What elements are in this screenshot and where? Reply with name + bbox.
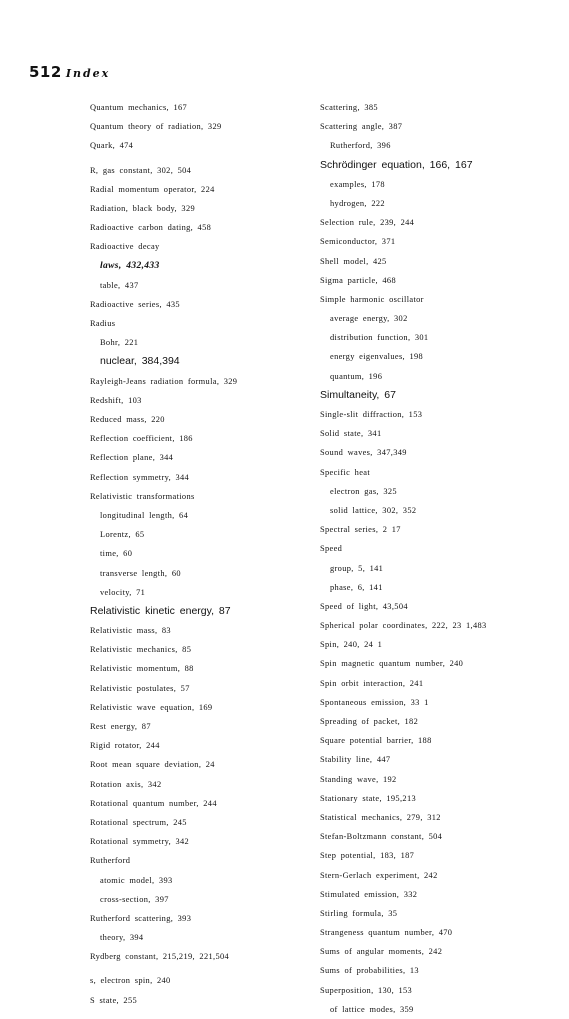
index-entry: Relativistic momentum, 88 [90, 664, 194, 674]
index-entry: Sigma particle, 468 [320, 275, 397, 285]
index-entry: Single-slit diffraction, 153 [320, 410, 423, 419]
index-subentry: longitudinal length, 64 [100, 510, 189, 520]
index-entry: Redshift, 103 [90, 395, 142, 405]
index-subentry: phase, 6, 141 [330, 582, 383, 592]
index-entry: Scattering angle, 387 [320, 122, 403, 132]
index-entry: Spin orbit interaction, 241 [320, 678, 424, 688]
index-subentry: average energy, 302 [330, 314, 408, 324]
index-entry: Spin magnetic quantum number, 240 [320, 659, 464, 669]
index-entry: Sums of angular moments, 242 [320, 947, 443, 957]
index-entry: Relativistic mechanics, 85 [90, 645, 192, 655]
index-entry: Rigid rotator, 244 [90, 741, 160, 751]
index-entry: Relativistic kinetic energy, 87 [90, 604, 231, 617]
index-entry: Stefan-Boltzmann constant, 504 [320, 832, 443, 842]
index-entry: Statistical mechanics, 279, 312 [320, 812, 441, 822]
index-entry: Reflection coefficient, 186 [90, 434, 193, 444]
index-entry: Quantum theory of radiation, 329 [90, 122, 222, 132]
index-entry: R, gas constant, 302, 504 [90, 165, 192, 175]
page-header [29, 63, 110, 81]
page-title: Index [65, 67, 111, 80]
index-entry: Rutherford [90, 856, 131, 866]
index-subentry: nuclear, 384,394 [100, 355, 180, 368]
index-entry: Selection rule, 239, 244 [320, 218, 415, 228]
index-subentry: table, 437 [100, 280, 139, 290]
index-subentry: quantum, 196 [330, 371, 383, 381]
index-entry: Speed of light, 43,504 [320, 601, 408, 611]
index-entry: Rotational symmetry, 342 [90, 837, 190, 847]
index-entry: Radius [90, 319, 116, 329]
index-entry: S state, 255 [90, 995, 138, 1005]
index-entry: Reduced mass, 220 [90, 415, 165, 424]
index-column-right [320, 98, 560, 1019]
index-subentry: electron gas, 325 [330, 486, 397, 496]
index-subentry: time, 60 [100, 549, 133, 559]
index-entry: Relativistic transformations [90, 491, 195, 501]
index-entry: Sums of probabilities, 13 [320, 966, 419, 976]
page-number: 512 [29, 63, 62, 81]
index-entry: Reflection plane, 344 [90, 453, 174, 463]
index-subentry: Lorentz, 65 [100, 530, 145, 540]
index-entry: Radiation, black body, 329 [90, 203, 196, 213]
index-entry: Rayleigh-Jeans radiation formula, 329 [90, 376, 238, 386]
index-subentry: transverse length, 60 [100, 568, 181, 578]
index-entry: Stirling formula, 35 [320, 908, 398, 918]
index-subentry: distribution function, 301 [330, 333, 429, 343]
index-entry: Rest energy, 87 [90, 722, 151, 731]
index-entry: Semiconductor, 371 [320, 237, 396, 247]
index-entry: Step potential, 183, 187 [320, 851, 415, 861]
index-subentry: velocity, 71 [100, 587, 146, 597]
index-subentry: Bohr, 221 [100, 338, 139, 348]
index-subentry: of lattice modes, 359 [330, 1004, 414, 1014]
index-entry: Relativistic mass, 83 [90, 626, 171, 636]
index-subentry: laws, 432,433 [100, 260, 160, 271]
index-entry: Rotational spectrum, 245 [90, 817, 187, 827]
index-entry: Radioactive series, 435 [90, 299, 180, 309]
index-entry: Rutherford scattering, 393 [90, 913, 192, 923]
index-subentry: theory, 394 [100, 933, 144, 943]
index-entry: Speed [320, 544, 343, 554]
index-subentry: atomic model, 393 [100, 875, 173, 885]
index-entry: Relativistic postulates, 57 [90, 683, 190, 693]
index-subentry: group, 5, 141 [330, 563, 384, 573]
index-column-left [90, 98, 305, 1010]
index-entry: Spectral series, 2 17 [320, 525, 401, 535]
index-entry: Simple harmonic oscillator [320, 294, 424, 304]
index-entry: Spontaneous emission, 33 1 [320, 697, 429, 707]
index-entry: Relativistic wave equation, 169 [90, 702, 213, 712]
index-subentry: solid lattice, 302, 352 [330, 505, 417, 515]
index-entry: Quark, 474 [90, 141, 134, 151]
index-entry: Square potential barrier, 188 [320, 736, 432, 746]
index-entry: Rotational quantum number, 244 [90, 798, 217, 808]
index-entry: Sound waves, 347,349 [320, 448, 407, 458]
index-entry: Scattering, 385 [320, 103, 378, 112]
index-entry: Radioactive carbon dating, 458 [90, 223, 212, 233]
index-subentry: examples, 178 [330, 179, 385, 189]
index-entry: Spin, 240, 24 1 [320, 640, 383, 650]
index-entry: Superposition, 130, 153 [320, 985, 413, 995]
index-entry: Root mean square deviation, 24 [90, 760, 215, 770]
index-entry: Stationary state, 195,213 [320, 793, 417, 803]
index-entry: Rotation axis, 342 [90, 779, 162, 789]
index-entry: Specific heat [320, 467, 371, 477]
index-entry: Schrödinger equation, 166, 167 [320, 158, 473, 171]
index-entry: Stern-Gerlach experiment, 242 [320, 870, 438, 880]
index-entry: Radioactive decay [90, 242, 160, 252]
index-entry: Simultaneity, 67 [320, 388, 396, 401]
index-entry: Quantum mechanics, 167 [90, 103, 188, 112]
index-subentry: hydrogen, 222 [330, 198, 385, 208]
index-entry: s, electron spin, 240 [90, 976, 171, 986]
index-entry: Spherical polar coordinates, 222, 23 1,483 [320, 621, 487, 631]
index-entry: Standing wave, 192 [320, 774, 397, 784]
index-entry: Spreading of packet, 182 [320, 717, 419, 726]
index-entry: Rydberg constant, 215,219, 221,504 [90, 952, 230, 962]
index-subentry: cross-section, 397 [100, 894, 169, 904]
index-entry: Reflection symmetry, 344 [90, 472, 190, 482]
index-entry: Shell model, 425 [320, 256, 387, 266]
index-entry: Strangeness quantum number, 470 [320, 928, 453, 938]
index-entry: Solid state, 341 [320, 429, 382, 439]
index-entry: Stimulated emission, 332 [320, 889, 418, 899]
index-subentry: energy eigenvalues, 198 [330, 352, 424, 362]
index-entry: Stability line, 447 [320, 755, 391, 765]
index-entry: Radial momentum operator, 224 [90, 184, 215, 194]
index-subentry: Rutherford, 396 [330, 141, 391, 151]
